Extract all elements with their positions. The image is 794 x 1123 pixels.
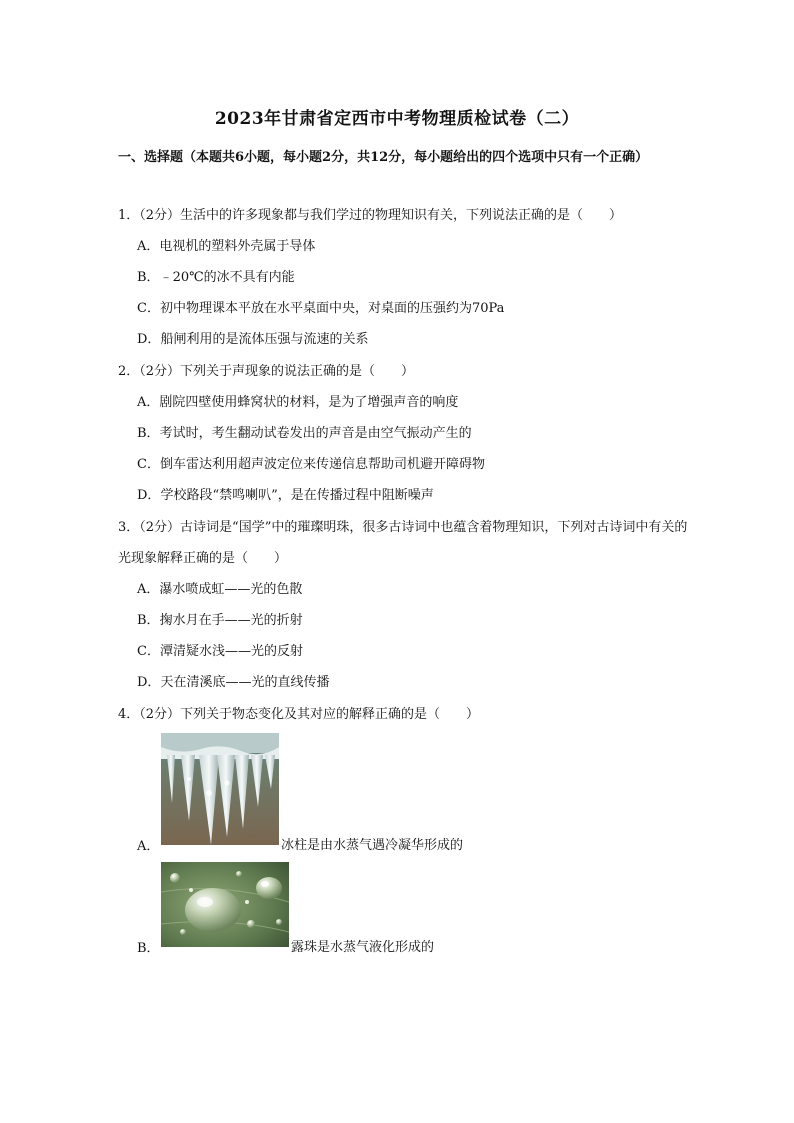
option-text: 露珠是水蒸气液化形成的 — [291, 940, 435, 955]
option-letter: A． — [137, 395, 160, 410]
question-1-option-b[interactable] — [137, 268, 677, 288]
option-text: 剧院四壁使用蜂窝状的材料，是为了增强声音的响度 — [159, 395, 459, 410]
option-text: 冰柱是由水蒸气遇冷凝华形成的 — [281, 838, 464, 853]
option-text: 初中物理课本平放在水平桌面中央，对桌面的压强约为70Pa — [159, 301, 505, 316]
option-letter: D． — [137, 675, 161, 690]
question-1-option-d[interactable] — [137, 330, 677, 350]
option-letter: C． — [137, 457, 160, 472]
option-text: 考试时，考生翻动试卷发出的声音是由空气振动产生的 — [159, 426, 472, 441]
option-letter: B． — [137, 426, 160, 441]
option-text: 掬水月在手——光的折射 — [159, 613, 303, 628]
option-letter: A． — [137, 582, 160, 597]
option-text: 潭清疑水浅——光的反射 — [159, 644, 303, 659]
question-4-stem: 4．（2分）下列关于物态变化及其对应的解释正确的是（ ） — [118, 707, 480, 722]
question-2-stem: 2．（2分）下列关于声现象的说法正确的是（ ） — [118, 364, 415, 379]
section-heading: 一、选择题（本题共6小题，每小题2分，共12分，每小题给出的四个选项中只有一个正确） — [118, 150, 649, 165]
option-letter: D． — [137, 488, 161, 503]
option-text: 电视机的塑料外壳属于导体 — [159, 239, 316, 254]
option-text: ﹣20℃的冰不具有内能 — [159, 270, 295, 285]
option-text: 瀑水喷成虹——光的色散 — [159, 582, 303, 597]
option-letter: A． — [137, 239, 160, 254]
exam-title: 2023年甘肃省定西市中考物理质检试卷（二） — [214, 109, 580, 129]
option-letter: A． — [137, 839, 160, 854]
option-text: 倒车雷达利用超声波定位来传递信息帮助司机避开障碍物 — [159, 457, 485, 472]
option-text: 船闸利用的是流体压强与流速的关系 — [160, 332, 369, 347]
question-2-option-c[interactable] — [137, 455, 677, 475]
question-1-option-a[interactable] — [137, 237, 677, 257]
option-letter: C． — [137, 301, 160, 316]
dew-drops-photo — [161, 862, 289, 947]
option-text: 天在清溪底——光的直线传播 — [160, 675, 330, 690]
question-3-option-c[interactable] — [137, 642, 677, 662]
dew-drops-image — [161, 862, 289, 947]
option-letter: B． — [137, 613, 160, 628]
question-3-option-a[interactable] — [137, 580, 677, 600]
question-3-option-b[interactable] — [137, 611, 677, 631]
option-letter: B． — [137, 270, 160, 285]
question-1-option-c[interactable] — [137, 299, 677, 319]
question-2-option-a[interactable] — [137, 393, 677, 413]
option-letter: D． — [137, 332, 161, 347]
icicles-photo — [161, 733, 279, 845]
option-text: 学校路段“禁鸣喇叭”，是在传播过程中阻断噪声 — [160, 488, 434, 503]
option-letter: C． — [137, 644, 160, 659]
question-3-option-d[interactable] — [137, 673, 677, 693]
question-3-stem: 3．（2分）古诗词是“国学”中的璀璨明珠，很多古诗词中也蕴含着物理知识，下列对古诗词中有关的光现象解释正确的是（ ） — [118, 520, 688, 566]
option-letter: B． — [137, 941, 160, 956]
icicles-image — [161, 733, 279, 845]
question-1-stem: 1．（2分）生活中的许多现象都与我们学过的物理知识有关，下列说法正确的是（ ） — [118, 208, 623, 223]
question-2-option-b[interactable] — [137, 424, 677, 444]
question-2-option-d[interactable] — [137, 486, 677, 506]
